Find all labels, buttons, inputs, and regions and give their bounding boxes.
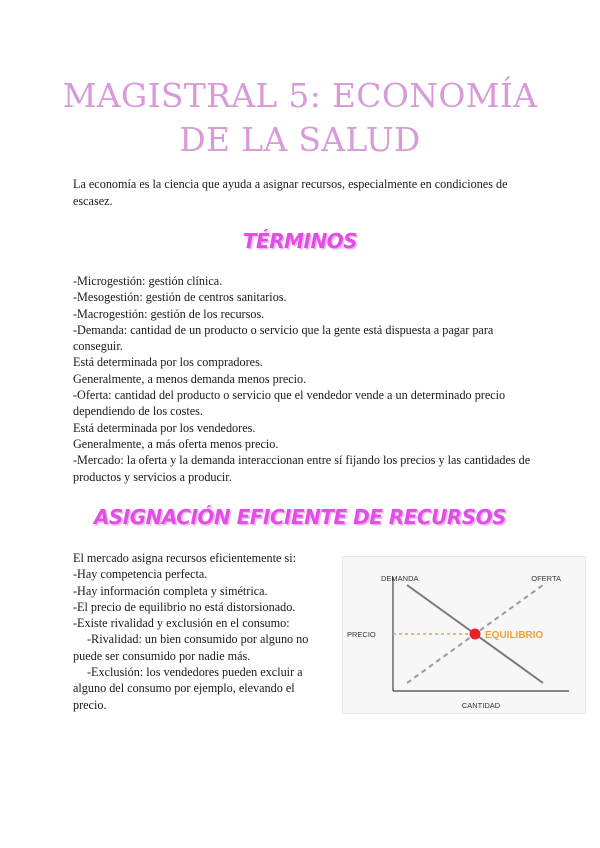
- equilibrium-label: EQUILIBRIO: [485, 630, 544, 641]
- efficiency-item: -Hay competencia perfecta.: [73, 567, 208, 582]
- term-mercado: -Mercado: la oferta y la demanda interaccionan entre sí fijando los precios y las cantidades de productos y servicios a producir.: [73, 453, 531, 484]
- efficiency-item: -El precio de equilibrio no está distorsionado.: [73, 599, 296, 614]
- term-demanda: -Demanda: cantidad de un producto o servicio que la gente está dispuesta a pagar para conseguir.: [73, 322, 494, 354]
- efficiency-list: [73, 550, 325, 713]
- term-oferta: -Oferta: cantidad del producto o servicio que el vendedor vende a un determinado precio dependiendo de los costes.: [73, 388, 506, 419]
- section-heading-terminos: TÉRMINOS: [242, 229, 358, 253]
- y-axis-label: PRECIO: [347, 630, 376, 639]
- page-title: MAGISTRAL 5: ECONOMÍA DE LA SALUD: [62, 76, 538, 159]
- section-heading-asignacion: ASIGNACIÓN EFICIENTE DE RECURSOS: [93, 505, 507, 529]
- efficiency-item: -Hay información completa y simétrica.: [73, 583, 268, 598]
- term-oferta-note-1: Está determinada por los vendedores.: [73, 420, 256, 435]
- series-label-demanda: DEMANDA: [381, 574, 419, 583]
- supply-demand-chart: [342, 556, 586, 714]
- efficiency-subitem-exclusion: -Exclusión: los vendedores pueden excluir a alguno del consumo por ejemplo, elevando el precio.: [73, 665, 303, 712]
- intro-paragraph: La economía es la ciencia que ayuda a asignar recursos, especialmente en condiciones de escasez.: [73, 177, 508, 208]
- efficiency-intro: El mercado asigna recursos eficientemente si:: [73, 551, 297, 565]
- efficiency-subitem-rivalidad: -Rivalidad: un bien consumido por alguno no puede ser consumido por nadie más.: [73, 632, 309, 663]
- term-macrogestion: -Macrogestión: gestión de los recursos.: [73, 306, 265, 321]
- term-mesogestion: -Mesogestión: gestión de centros sanitarios.: [73, 290, 287, 305]
- term-oferta-note-2: Generalmente, a más oferta menos precio.: [73, 436, 279, 451]
- x-axis-label: CANTIDAD: [461, 701, 501, 710]
- series-label-oferta: OFERTA: [531, 574, 561, 583]
- terms-list: [73, 273, 535, 485]
- term-microgestion: -Microgestión: gestión clínica.: [73, 274, 223, 288]
- term-demanda-note-1: Está determinada por los compradores.: [73, 355, 263, 370]
- equilibrium-point: [470, 629, 481, 640]
- efficiency-item: -Existe rivalidad y exclusión en el consumo:: [73, 616, 290, 631]
- chart-svg: [343, 557, 585, 713]
- term-demanda-note-2: Generalmente, a menos demanda menos precio.: [73, 371, 307, 386]
